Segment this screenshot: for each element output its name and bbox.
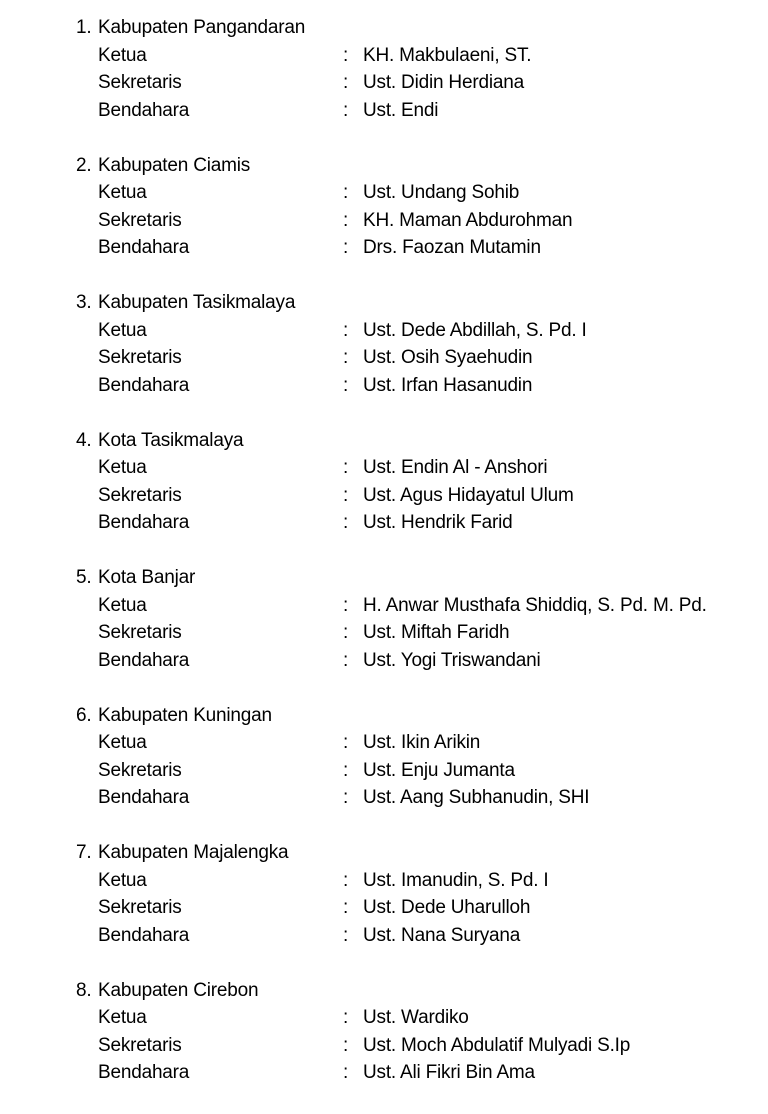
officer-row bbox=[0, 97, 768, 125]
officer-row bbox=[0, 867, 768, 895]
role-label: Sekretaris bbox=[98, 482, 182, 510]
region-heading bbox=[0, 839, 768, 867]
colon-separator: : bbox=[343, 729, 348, 757]
region-block bbox=[0, 14, 768, 152]
region-title: Kabupaten Kuningan bbox=[98, 705, 272, 726]
officer-name: Ust. Yogi Triswandani bbox=[363, 647, 540, 675]
officer-row bbox=[0, 757, 768, 785]
colon-separator: : bbox=[343, 1059, 348, 1087]
region-number: 7. bbox=[76, 839, 98, 867]
colon-separator: : bbox=[343, 757, 348, 785]
colon-separator: : bbox=[343, 97, 348, 125]
officer-row bbox=[0, 317, 768, 345]
role-label: Sekretaris bbox=[98, 207, 182, 235]
officer-name: KH. Makbulaeni, ST. bbox=[363, 42, 531, 70]
role-label: Bendahara bbox=[98, 372, 189, 400]
region-block bbox=[0, 152, 768, 290]
region-heading bbox=[0, 152, 768, 180]
colon-separator: : bbox=[343, 317, 348, 345]
officer-name: Ust. Undang Sohib bbox=[363, 179, 519, 207]
colon-separator: : bbox=[343, 894, 348, 922]
colon-separator: : bbox=[343, 207, 348, 235]
officer-name: KH. Maman Abdurohman bbox=[363, 207, 572, 235]
region-title: Kota Banjar bbox=[98, 567, 195, 588]
officer-name: Ust. Wardiko bbox=[363, 1004, 469, 1032]
colon-separator: : bbox=[343, 42, 348, 70]
officer-name: H. Anwar Musthafa Shiddiq, S. Pd. M. Pd. bbox=[363, 592, 707, 620]
region-heading bbox=[0, 427, 768, 455]
region-number: 2. bbox=[76, 152, 98, 180]
role-label: Bendahara bbox=[98, 922, 189, 950]
role-label: Sekretaris bbox=[98, 1032, 182, 1060]
officer-row bbox=[0, 454, 768, 482]
role-label: Sekretaris bbox=[98, 344, 182, 372]
colon-separator: : bbox=[343, 454, 348, 482]
officer-row bbox=[0, 729, 768, 757]
officer-row bbox=[0, 1032, 768, 1060]
colon-separator: : bbox=[343, 1032, 348, 1060]
role-label: Ketua bbox=[98, 1004, 147, 1032]
colon-separator: : bbox=[343, 482, 348, 510]
officer-row bbox=[0, 509, 768, 537]
region-block bbox=[0, 427, 768, 565]
colon-separator: : bbox=[343, 1004, 348, 1032]
role-label: Bendahara bbox=[98, 647, 189, 675]
officer-name: Ust. Endi bbox=[363, 97, 438, 125]
region-title: Kabupaten Tasikmalaya bbox=[98, 292, 295, 313]
role-label: Ketua bbox=[98, 592, 147, 620]
officer-list bbox=[0, 14, 768, 1114]
region-number: 4. bbox=[76, 427, 98, 455]
colon-separator: : bbox=[343, 592, 348, 620]
region-title: Kota Tasikmalaya bbox=[98, 430, 243, 451]
region-block bbox=[0, 289, 768, 427]
role-label: Sekretaris bbox=[98, 757, 182, 785]
region-number: 8. bbox=[76, 977, 98, 1005]
officer-row bbox=[0, 482, 768, 510]
colon-separator: : bbox=[343, 784, 348, 812]
region-block bbox=[0, 977, 768, 1114]
officer-name: Ust. Agus Hidayatul Ulum bbox=[363, 482, 574, 510]
region-heading bbox=[0, 14, 768, 42]
role-label: Ketua bbox=[98, 317, 147, 345]
officer-name: Ust. Miftah Faridh bbox=[363, 619, 509, 647]
role-label: Ketua bbox=[98, 454, 147, 482]
officer-name: Ust. Imanudin, S. Pd. I bbox=[363, 867, 548, 895]
region-block bbox=[0, 839, 768, 977]
region-title: Kabupaten Majalengka bbox=[98, 842, 288, 863]
officer-row bbox=[0, 894, 768, 922]
officer-row bbox=[0, 344, 768, 372]
region-heading bbox=[0, 289, 768, 317]
role-label: Bendahara bbox=[98, 1059, 189, 1087]
colon-separator: : bbox=[343, 867, 348, 895]
officer-name: Drs. Faozan Mutamin bbox=[363, 234, 541, 262]
officer-row bbox=[0, 922, 768, 950]
region-number: 6. bbox=[76, 702, 98, 730]
role-label: Ketua bbox=[98, 42, 147, 70]
region-title: Kabupaten Ciamis bbox=[98, 155, 250, 176]
role-label: Ketua bbox=[98, 867, 147, 895]
officer-row bbox=[0, 69, 768, 97]
role-label: Bendahara bbox=[98, 97, 189, 125]
region-title: Kabupaten Pangandaran bbox=[98, 17, 305, 38]
colon-separator: : bbox=[343, 372, 348, 400]
colon-separator: : bbox=[343, 619, 348, 647]
officer-row bbox=[0, 1004, 768, 1032]
officer-name: Ust. Nana Suryana bbox=[363, 922, 520, 950]
officer-row bbox=[0, 784, 768, 812]
officer-name: Ust. Endin Al - Anshori bbox=[363, 454, 547, 482]
region-block bbox=[0, 702, 768, 840]
officer-name: Ust. Moch Abdulatif Mulyadi S.Ip bbox=[363, 1032, 630, 1060]
officer-name: Ust. Aang Subhanudin, SHI bbox=[363, 784, 589, 812]
officer-name: Ust. Hendrik Farid bbox=[363, 509, 513, 537]
role-label: Ketua bbox=[98, 179, 147, 207]
officer-name: Ust. Enju Jumanta bbox=[363, 757, 515, 785]
officer-row bbox=[0, 592, 768, 620]
region-number: 3. bbox=[76, 289, 98, 317]
officer-row bbox=[0, 647, 768, 675]
officer-row bbox=[0, 207, 768, 235]
colon-separator: : bbox=[343, 69, 348, 97]
role-label: Bendahara bbox=[98, 234, 189, 262]
role-label: Ketua bbox=[98, 729, 147, 757]
region-heading bbox=[0, 977, 768, 1005]
officer-row bbox=[0, 372, 768, 400]
region-number: 5. bbox=[76, 564, 98, 592]
region-heading bbox=[0, 564, 768, 592]
officer-name: Ust. Osih Syaehudin bbox=[363, 344, 532, 372]
colon-separator: : bbox=[343, 647, 348, 675]
colon-separator: : bbox=[343, 922, 348, 950]
colon-separator: : bbox=[343, 344, 348, 372]
role-label: Sekretaris bbox=[98, 69, 182, 97]
officer-row bbox=[0, 1059, 768, 1087]
officer-row bbox=[0, 179, 768, 207]
officer-name: Ust. Dede Abdillah, S. Pd. I bbox=[363, 317, 587, 345]
officer-name: Ust. Dede Uharulloh bbox=[363, 894, 530, 922]
region-heading bbox=[0, 702, 768, 730]
region-number: 1. bbox=[76, 14, 98, 42]
region-block bbox=[0, 564, 768, 702]
region-title: Kabupaten Cirebon bbox=[98, 980, 258, 1001]
colon-separator: : bbox=[343, 509, 348, 537]
officer-name: Ust. Irfan Hasanudin bbox=[363, 372, 532, 400]
officer-name: Ust. Didin Herdiana bbox=[363, 69, 524, 97]
colon-separator: : bbox=[343, 179, 348, 207]
role-label: Sekretaris bbox=[98, 619, 182, 647]
officer-row bbox=[0, 619, 768, 647]
officer-name: Ust. Ali Fikri Bin Ama bbox=[363, 1059, 535, 1087]
role-label: Bendahara bbox=[98, 784, 189, 812]
officer-row bbox=[0, 42, 768, 70]
role-label: Bendahara bbox=[98, 509, 189, 537]
officer-row bbox=[0, 234, 768, 262]
officer-name: Ust. Ikin Arikin bbox=[363, 729, 480, 757]
role-label: Sekretaris bbox=[98, 894, 182, 922]
colon-separator: : bbox=[343, 234, 348, 262]
